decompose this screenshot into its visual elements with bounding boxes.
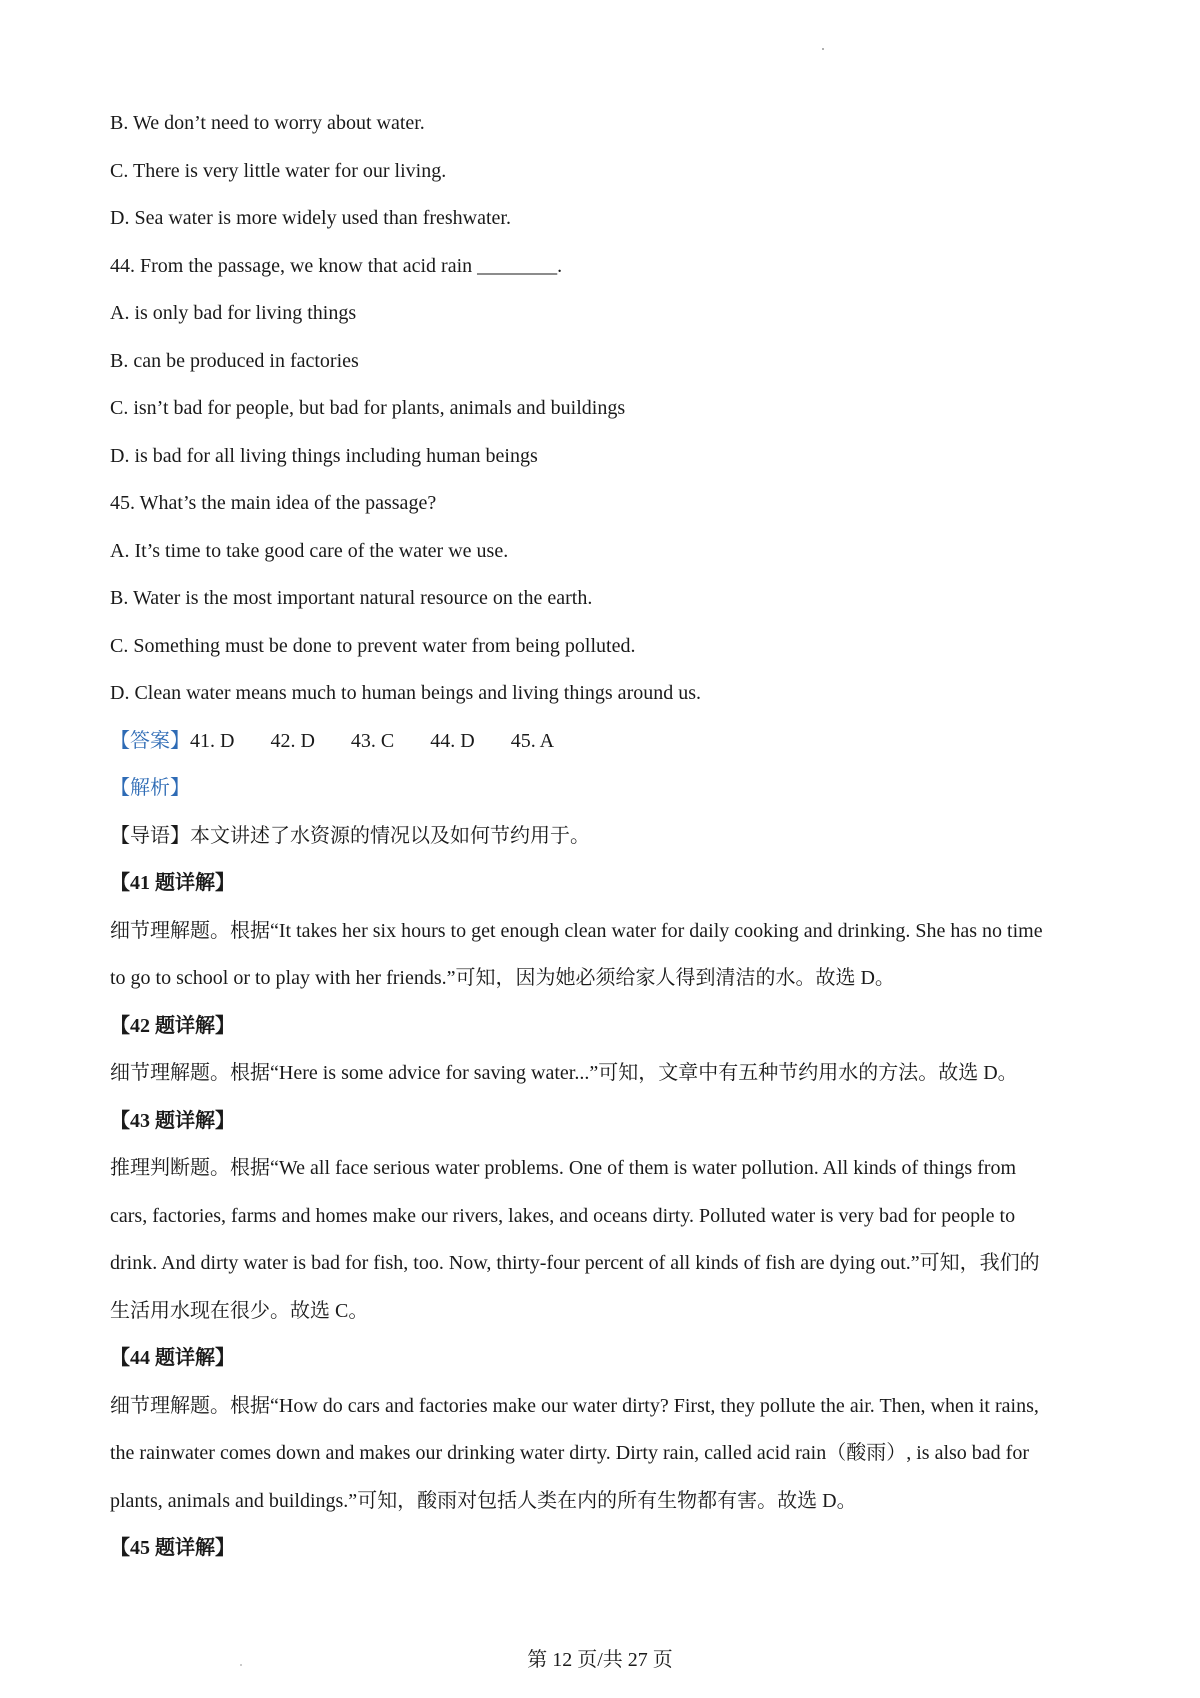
scan-dot — [822, 48, 824, 50]
explanation-43-line: drink. And dirty water is bad for fish, too. Now, thirty-four percent of all kinds of fish are dying out.”可知，我们的 — [110, 1252, 1040, 1274]
explanation-41-line: to go to school or to play with her friends.”可知，因为她必须给家人得到清洁的水。故选 D。 — [110, 967, 895, 989]
heading-42: 【42 题详解】 — [110, 1014, 235, 1037]
answer-item: 43. C — [350, 729, 395, 752]
answer-label: 【答案】 — [110, 729, 190, 752]
explanation-41-line: 细节理解题。根据“It takes her six hours to get enough clean water for daily cooking and drinking. She has no time — [110, 919, 1043, 942]
heading-44: 【44 题详解】 — [110, 1347, 235, 1369]
explanation-44-line: 细节理解题。根据“How do cars and factories make our water dirty? First, they pollute the air. Then, when it rains, — [110, 1394, 1039, 1417]
option-43d: D. Sea water is more widely used than freshwater. — [110, 207, 511, 229]
option-44d: D. is bad for all living things including human beings — [110, 444, 538, 467]
page-content — [110, 100, 1100, 1573]
explanation-43-line: cars, factories, farms and homes make our rivers, lakes, and oceans dirty. Polluted water is very bad for people to — [110, 1204, 1016, 1227]
option-44a: A. is only bad for living things — [110, 302, 357, 324]
option-44c: C. isn’t bad for people, but bad for plants, animals and buildings — [110, 397, 626, 419]
explanation-44-line: plants, animals and buildings.”可知，酸雨对包括人类在内的所有生物都有害。故选 D。 — [110, 1489, 857, 1512]
answer-item: 42. D — [270, 729, 315, 752]
answer-item: 44. D — [430, 729, 475, 752]
answer-item: 45. A — [510, 729, 555, 752]
explanation-42-line: 细节理解题。根据“Here is some advice for saving water...”可知，文章中有五种节约用水的方法。故选 D。 — [110, 1062, 1018, 1084]
explanation-43-line: 生活用水现在很少。故选 C。 — [110, 1299, 369, 1322]
analysis-label: 【解析】 — [110, 777, 190, 799]
heading-41: 【41 题详解】 — [110, 872, 235, 894]
explanation-43-line: 推理判断题。根据“We all face serious water problems. One of them is water pollution. All kinds of things from — [110, 1157, 1016, 1179]
question-44: 44. From the passage, we know that acid rain ________. — [110, 254, 563, 277]
option-43b: B. We don’t need to worry about water. — [110, 112, 425, 134]
explanation-44-line: the rainwater comes down and makes our drinking water dirty. Dirty rain, called acid rain（酸雨）, is also bad for — [110, 1442, 1029, 1464]
option-45c: C. Something must be done to prevent water from being polluted. — [110, 634, 636, 657]
answer-item: 41. D — [190, 729, 235, 752]
option-45b: B. Water is the most important natural resource on the earth. — [110, 587, 593, 609]
option-45d: D. Clean water means much to human beings and living things around us. — [110, 682, 702, 704]
option-43c: C. There is very little water for our living. — [110, 159, 447, 182]
heading-43: 【43 题详解】 — [110, 1109, 235, 1132]
option-45a: A. It’s time to take good care of the water we use. — [110, 539, 509, 562]
page-footer: 第 12 页/共 27 页 — [527, 1649, 673, 1671]
option-44b: B. can be produced in factories — [110, 349, 359, 372]
answer-line — [110, 718, 1100, 766]
heading-45: 【45 题详解】 — [110, 1537, 235, 1559]
question-45: 45. What’s the main idea of the passage? — [110, 492, 437, 514]
intro-line: 【导语】本文讲述了水资源的情况以及如何节约用于。 — [110, 824, 590, 847]
